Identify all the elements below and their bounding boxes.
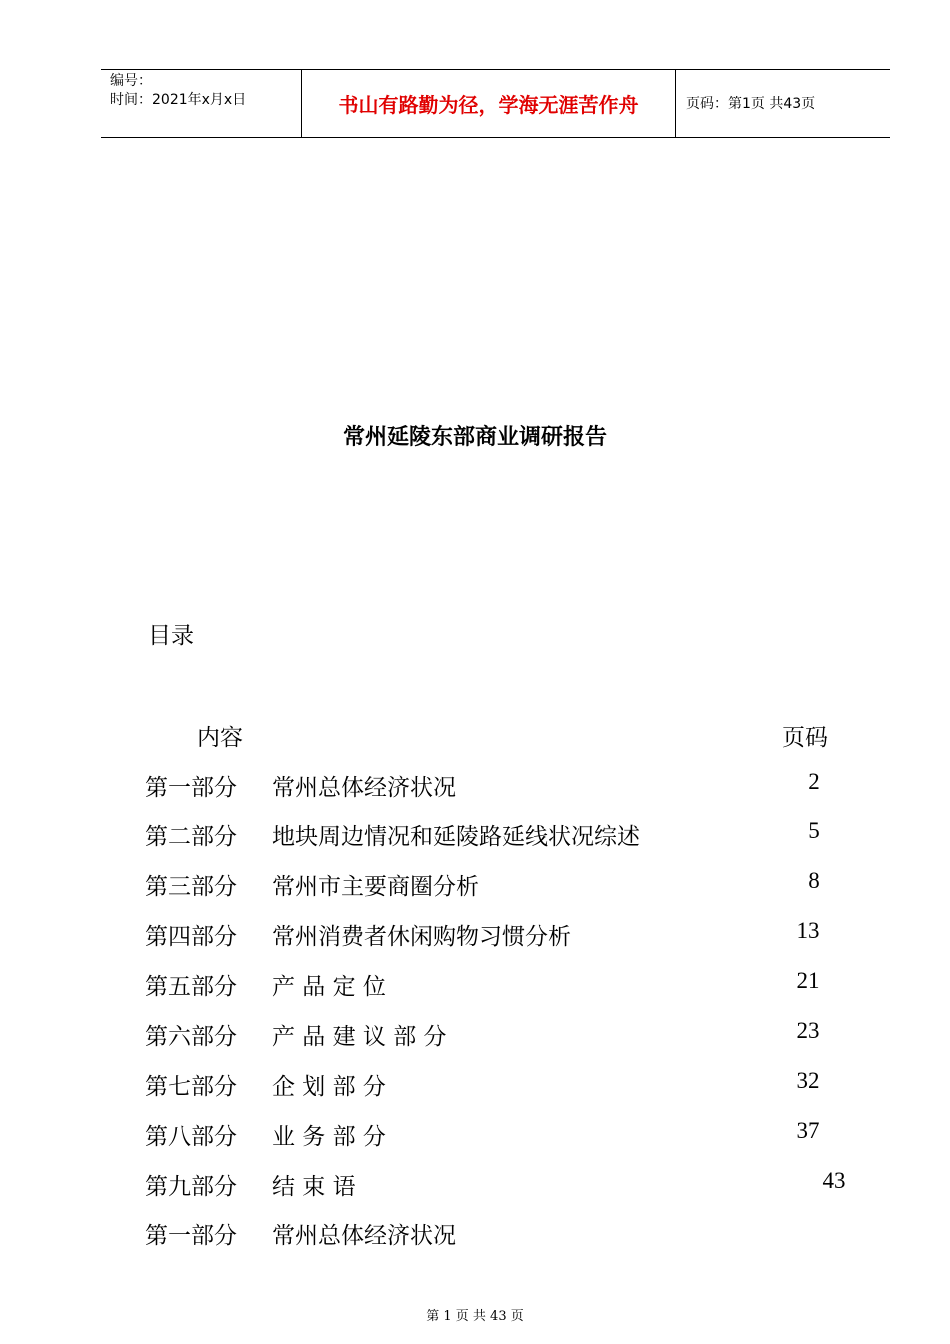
toc-entry-part: 第九部分 <box>145 1174 237 1200</box>
page-footer: 第 1 页 共 43 页 <box>426 1309 524 1324</box>
toc-entry-page: 32 <box>796 1068 820 1093</box>
document-time-label: 时间：2021年x月x日 <box>110 92 247 108</box>
toc-entry <box>0 1018 950 1058</box>
toc-entry-page: 2 <box>808 769 820 794</box>
header-page-info: 页码：第1页 共43页 <box>686 95 816 112</box>
toc-entry <box>0 769 950 809</box>
toc-entry-title: 常州总体经济状况 <box>272 775 456 801</box>
toc-entry-title: 常州消费者休闲购物习惯分析 <box>272 924 571 950</box>
document-title: 常州延陵东部商业调研报告 <box>342 425 607 450</box>
toc-entry-page: 5 <box>808 818 820 843</box>
toc-entry-page: 13 <box>796 918 820 943</box>
toc-entry-page: 37 <box>796 1118 820 1143</box>
toc-entry-part: 第一部分 <box>145 775 237 801</box>
toc-entry-page: 43 <box>822 1168 846 1193</box>
toc-entry <box>0 868 950 908</box>
toc-entry-part: 第二部分 <box>145 824 237 850</box>
toc-entry-title: 常州市主要商圈分析 <box>272 874 479 900</box>
toc-entry-title: 地块周边情况和延陵路延线状况综述 <box>272 824 640 850</box>
header-page-cell <box>676 70 890 137</box>
document-number-label: 编号： <box>110 73 152 89</box>
toc-entry <box>0 1068 950 1108</box>
toc-entry-part: 第三部分 <box>145 874 237 900</box>
toc-column-content-header: 内容 <box>197 725 243 751</box>
toc-entry-part: 第四部分 <box>145 924 237 950</box>
toc-entry <box>0 1168 950 1208</box>
toc-entry <box>0 918 950 958</box>
toc-entry-title: 产 品 定 位 <box>272 974 386 1000</box>
section-heading <box>0 1217 950 1257</box>
toc-entry-part: 第五部分 <box>145 974 237 1000</box>
header-meta-cell <box>101 70 302 137</box>
toc-entry-part: 第六部分 <box>145 1024 237 1050</box>
toc-entry <box>0 968 950 1008</box>
section-heading-title: 常州总体经济状况 <box>272 1223 456 1249</box>
toc-entry-title: 产 品 建 议 部 分 <box>272 1024 447 1050</box>
toc-entry-title: 企 划 部 分 <box>272 1074 386 1100</box>
toc-entry-title: 业 务 部 分 <box>272 1124 386 1150</box>
toc-entry-page: 23 <box>796 1018 820 1043</box>
header-table <box>101 69 890 138</box>
toc-entry-part: 第七部分 <box>145 1074 237 1100</box>
toc-entry <box>0 818 950 858</box>
toc-column-page-header: 页码 <box>782 725 828 751</box>
header-motto: 书山有路勤为径，学海无涯苦作舟 <box>338 93 639 117</box>
toc-entry-page: 8 <box>808 868 820 893</box>
toc-entry-part: 第八部分 <box>145 1124 237 1150</box>
header-motto-cell <box>302 70 676 137</box>
toc-entry-page: 21 <box>796 968 820 993</box>
toc-heading: 目录 <box>148 623 194 649</box>
toc-entry-title: 结 束 语 <box>272 1174 356 1200</box>
toc-entry <box>0 1118 950 1158</box>
section-heading-part: 第一部分 <box>145 1223 237 1249</box>
